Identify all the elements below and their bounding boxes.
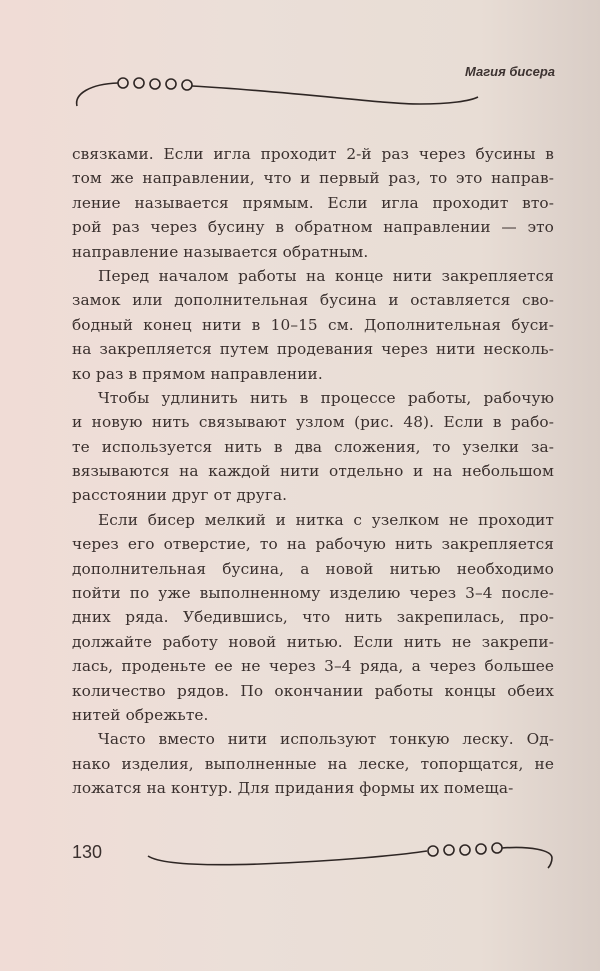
text-line: дополнительная бусина, а новой нитью необходимо: [72, 559, 554, 578]
text-line: том же направлении, что и первый раз, то это направ-: [72, 169, 554, 188]
text-line: бодный конец нити в 10–15 см. Дополнительная буси-: [72, 315, 554, 334]
text-line: те используется нить в два сложения, то узелки за-: [72, 437, 554, 456]
text-line: ление называется прямым. Если игла проходит вто-: [72, 193, 554, 212]
text-line: и новую нить связывают узлом (рис. 48). Если в рабо-: [72, 413, 554, 432]
running-title: Магия бисера: [465, 64, 555, 79]
text-line: Часто вместо нити используют тонкую леску. Од-: [98, 730, 554, 749]
text-line: связками. Если игла проходит 2-й раз через бусины в: [72, 145, 554, 163]
text-line: нако изделия, выполненные на леске, топорщатся, не: [72, 754, 554, 773]
text-line: ко раз в прямом направлении.: [72, 364, 323, 383]
text-line: направление называется обратным.: [72, 242, 369, 261]
text-line: рой раз через бусину в обратном направлении — это: [72, 218, 554, 237]
page-number: 130: [72, 842, 103, 862]
text-line: пойти по уже выполненному изделию через 3–4 после-: [72, 584, 554, 603]
text-line: лась, проденьте ее не через 3–4 ряда, а через большее: [72, 657, 554, 676]
text-line: должайте работу новой нитью. Если нить не закрепи-: [72, 632, 554, 651]
text-line: нитей обрежьте.: [72, 705, 209, 724]
text-line: Чтобы удлинить нить в процессе работы, рабочую: [98, 388, 554, 407]
text-line: ложатся на контур. Для придания формы их помеща-: [72, 779, 514, 798]
text-line: через его отверстие, то на рабочую нить закрепляется: [72, 535, 554, 554]
text-line: Перед началом работы на конце нити закрепляется: [98, 266, 554, 285]
text-line: на закрепляется путем продевания через нити несколь-: [72, 340, 554, 359]
text-line: дних ряда. Убедившись, что нить закрепилась, про-: [72, 608, 554, 627]
text-line: вязываются на каждой нити отдельно и на небольшом: [72, 462, 554, 481]
text-line: замок или дополнительная бусина и оставляется сво-: [72, 291, 554, 310]
text-line: Если бисер мелкий и нитка с узелком не проходит: [98, 510, 554, 529]
text-line: количество рядов. По окончании работы концы обеих: [72, 681, 554, 700]
text-line: расстоянии друг от друга.: [72, 486, 288, 505]
